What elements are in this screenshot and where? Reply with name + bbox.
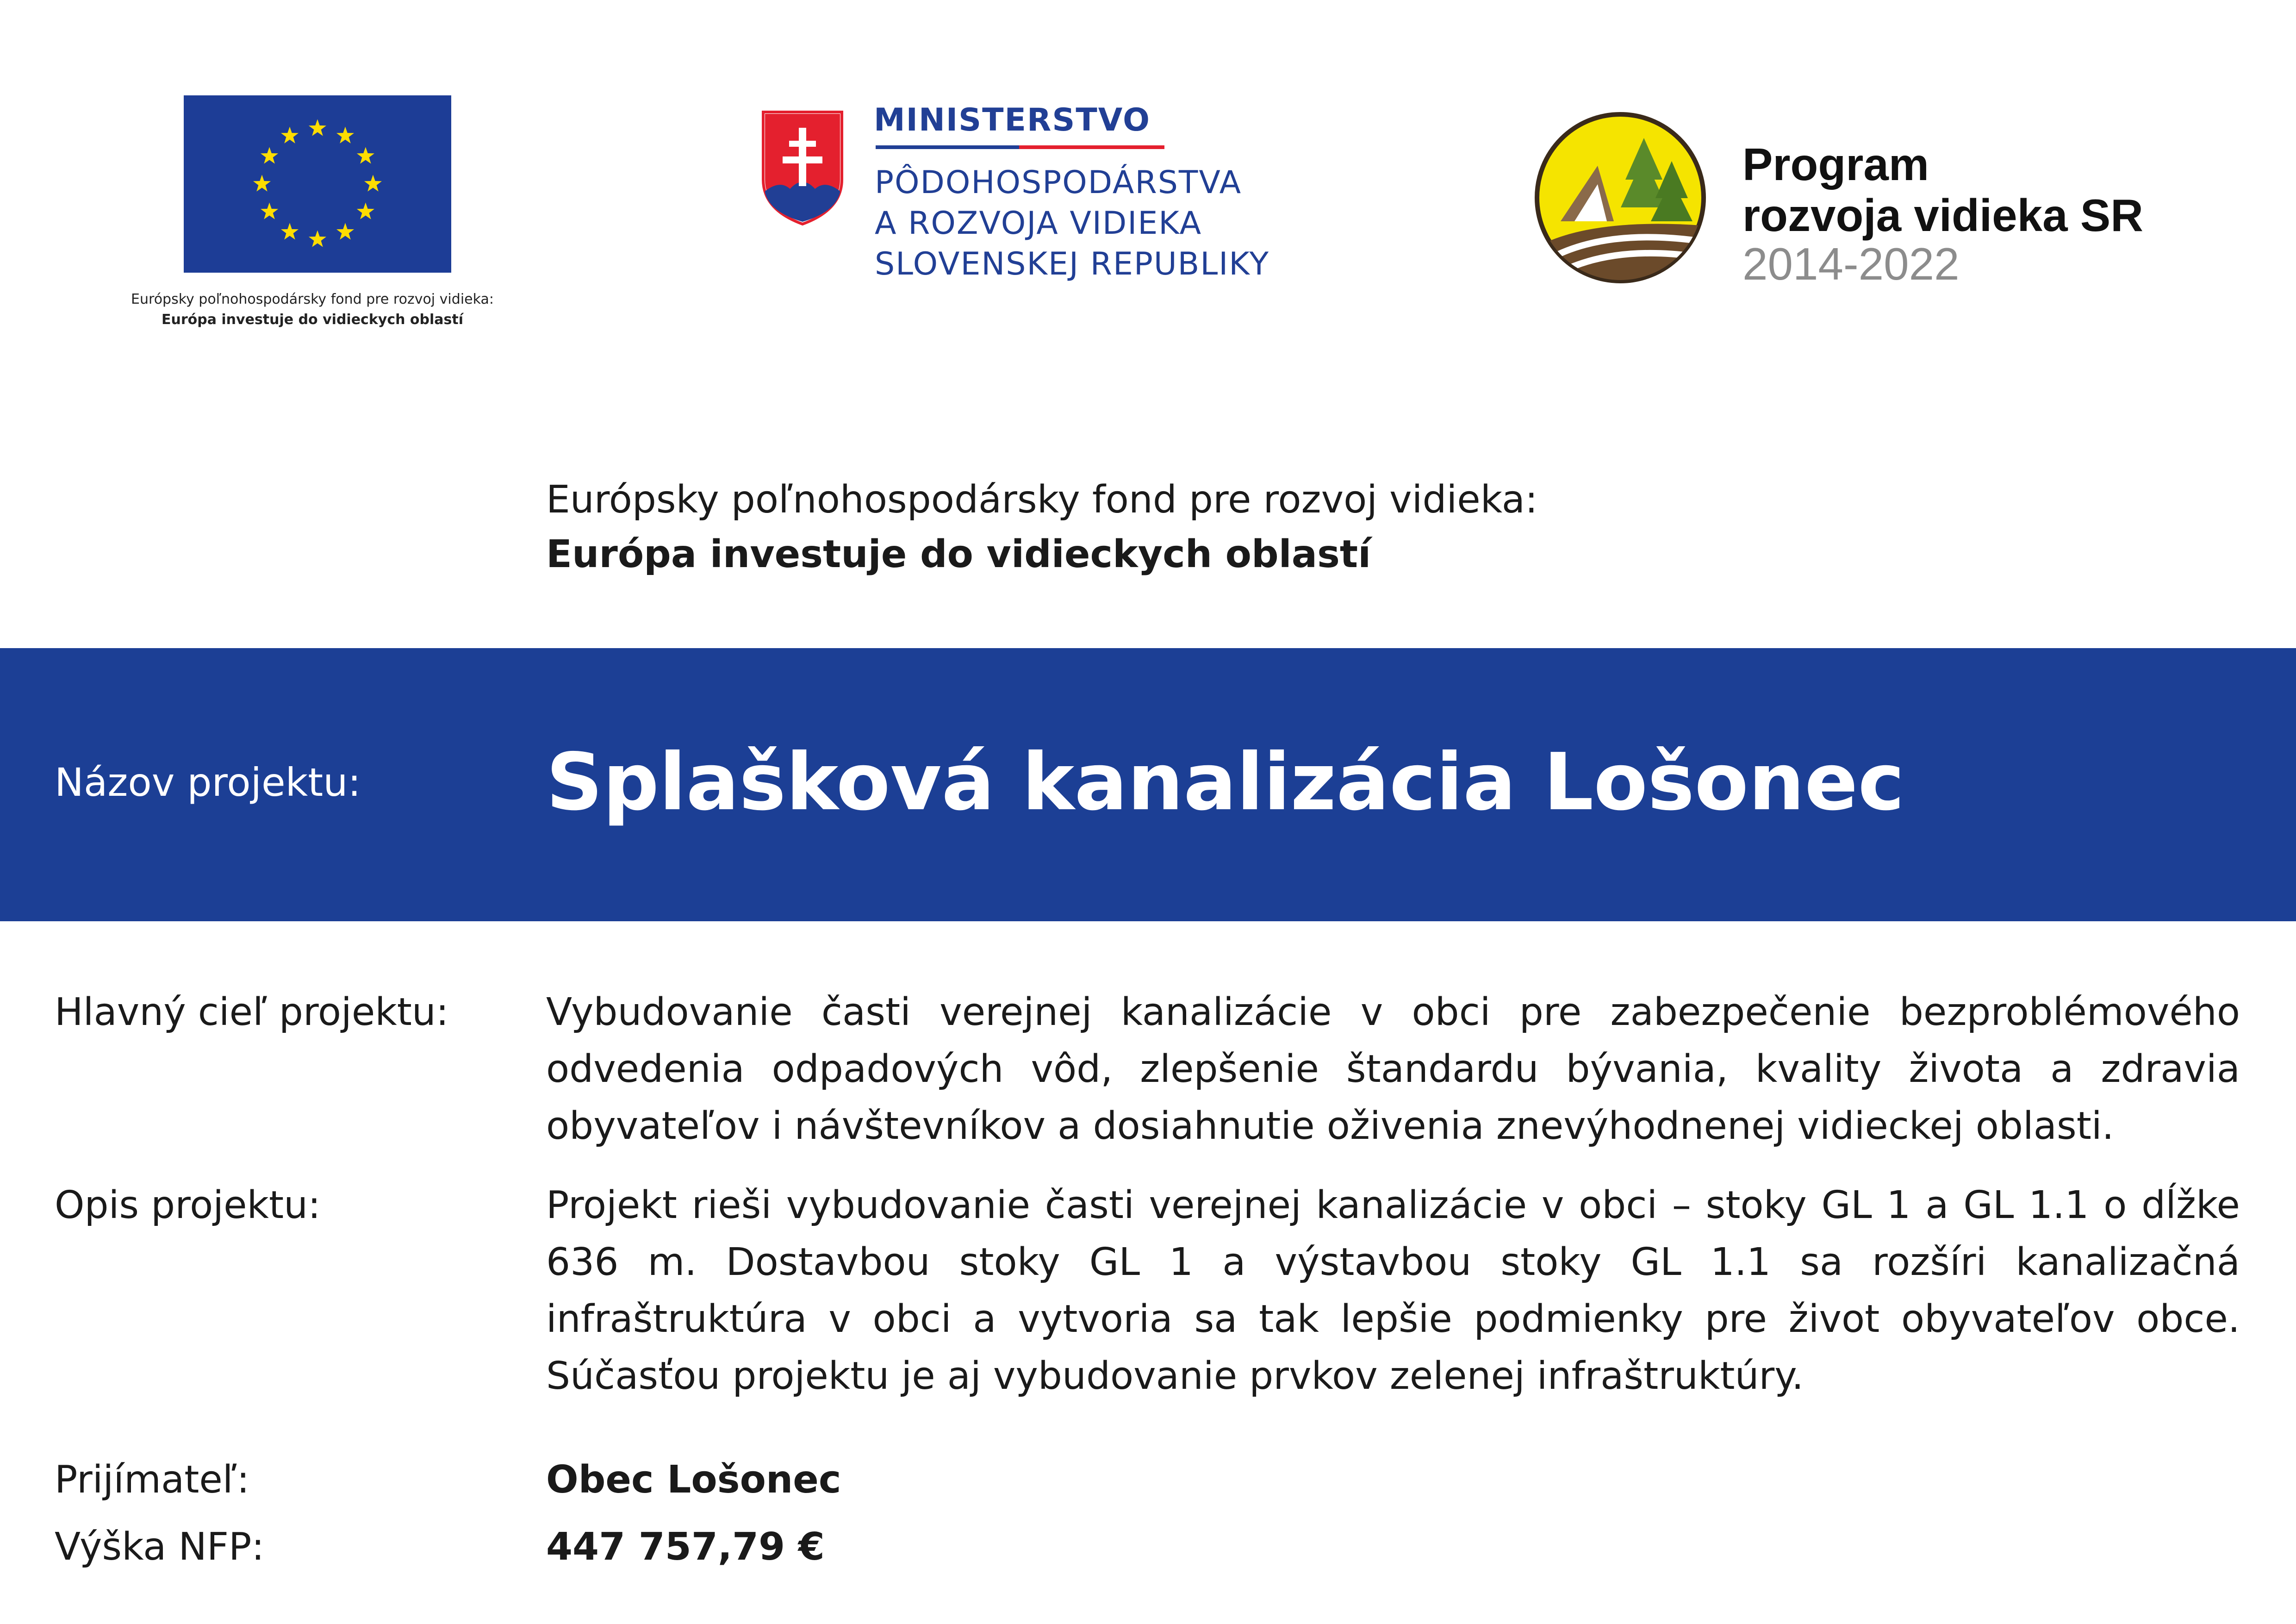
grant-amount-value: 447 757,79 €: [546, 1525, 825, 1569]
recipient-label: Prijímateľ:: [55, 1458, 250, 1502]
recipient-value: Obec Lošonec: [546, 1458, 841, 1502]
eu-flag-logo: [184, 95, 451, 273]
goal-label: Hlavný cieľ projektu:: [55, 990, 449, 1034]
eu-stars-icon: [184, 95, 451, 273]
prv-program-years: 2014-2022: [1742, 238, 1960, 289]
ministry-name-line: PÔDOHOSPODÁRSTVA: [875, 164, 1242, 201]
rural-development-emblem-icon: [1533, 110, 1708, 285]
description-text: Projekt rieši vybudovanie časti verejnej kanalizácie v obci – stoky GL 1 a GL 1.1 o dĺžke 636 m. Dostavbou stoky GL 1 a výstavbou stoky GL 1.1 sa rozšíri kanalizačná infraštruktúra v obci a vytvoria sa tak lepšie podmienky pre život obyvateľov obce. Súčasťou projektu je aj vybudovanie prvkov zelenej infraštruktúry.: [546, 1183, 2240, 1398]
goal-text: Vybudovanie časti verejnej kanalizácie v obci pre zabezpečenie bezproblémového odvedenia odpadových vôd, zlepšenie štandardu bývania, kvality života a zdravia obyvateľov i návštevníkov a dosiahnutie oživenia znevýhodnenej vidieckej oblasti.: [546, 990, 2240, 1148]
ministry-rule-blue: [876, 145, 1019, 149]
eu-caption-fund: Európsky poľnohospodársky fond pre rozvoj vidieka:: [131, 291, 494, 307]
grant-amount-label: Výška NFP:: [55, 1525, 265, 1569]
prv-program-title: Program: [1742, 139, 1929, 190]
project-name: Splašková kanalizácia Lošonec: [546, 737, 1905, 828]
description-label: Opis projektu:: [55, 1183, 321, 1227]
eu-caption-slogan: Európa investuje do vidieckych oblastí: [161, 312, 464, 328]
project-name-label: Názov projektu:: [55, 760, 361, 805]
prv-program-subtitle: rozvoja vidieka SR: [1742, 190, 2144, 241]
ministry-name-line: A ROZVOJA VIDIEKA: [875, 205, 1202, 242]
ministry-title: MINISTERSTVO: [874, 102, 1151, 138]
fund-statement-line: Európsky poľnohospodársky fond pre rozvoj vidieka:: [546, 478, 1538, 522]
ministry-rule-red: [1019, 145, 1164, 149]
fund-slogan: Európa investuje do vidieckych oblastí: [546, 532, 1371, 576]
ministry-name-line: SLOVENSKEJ REPUBLIKY: [875, 246, 1269, 282]
slovak-coat-of-arms-icon: [761, 110, 844, 226]
